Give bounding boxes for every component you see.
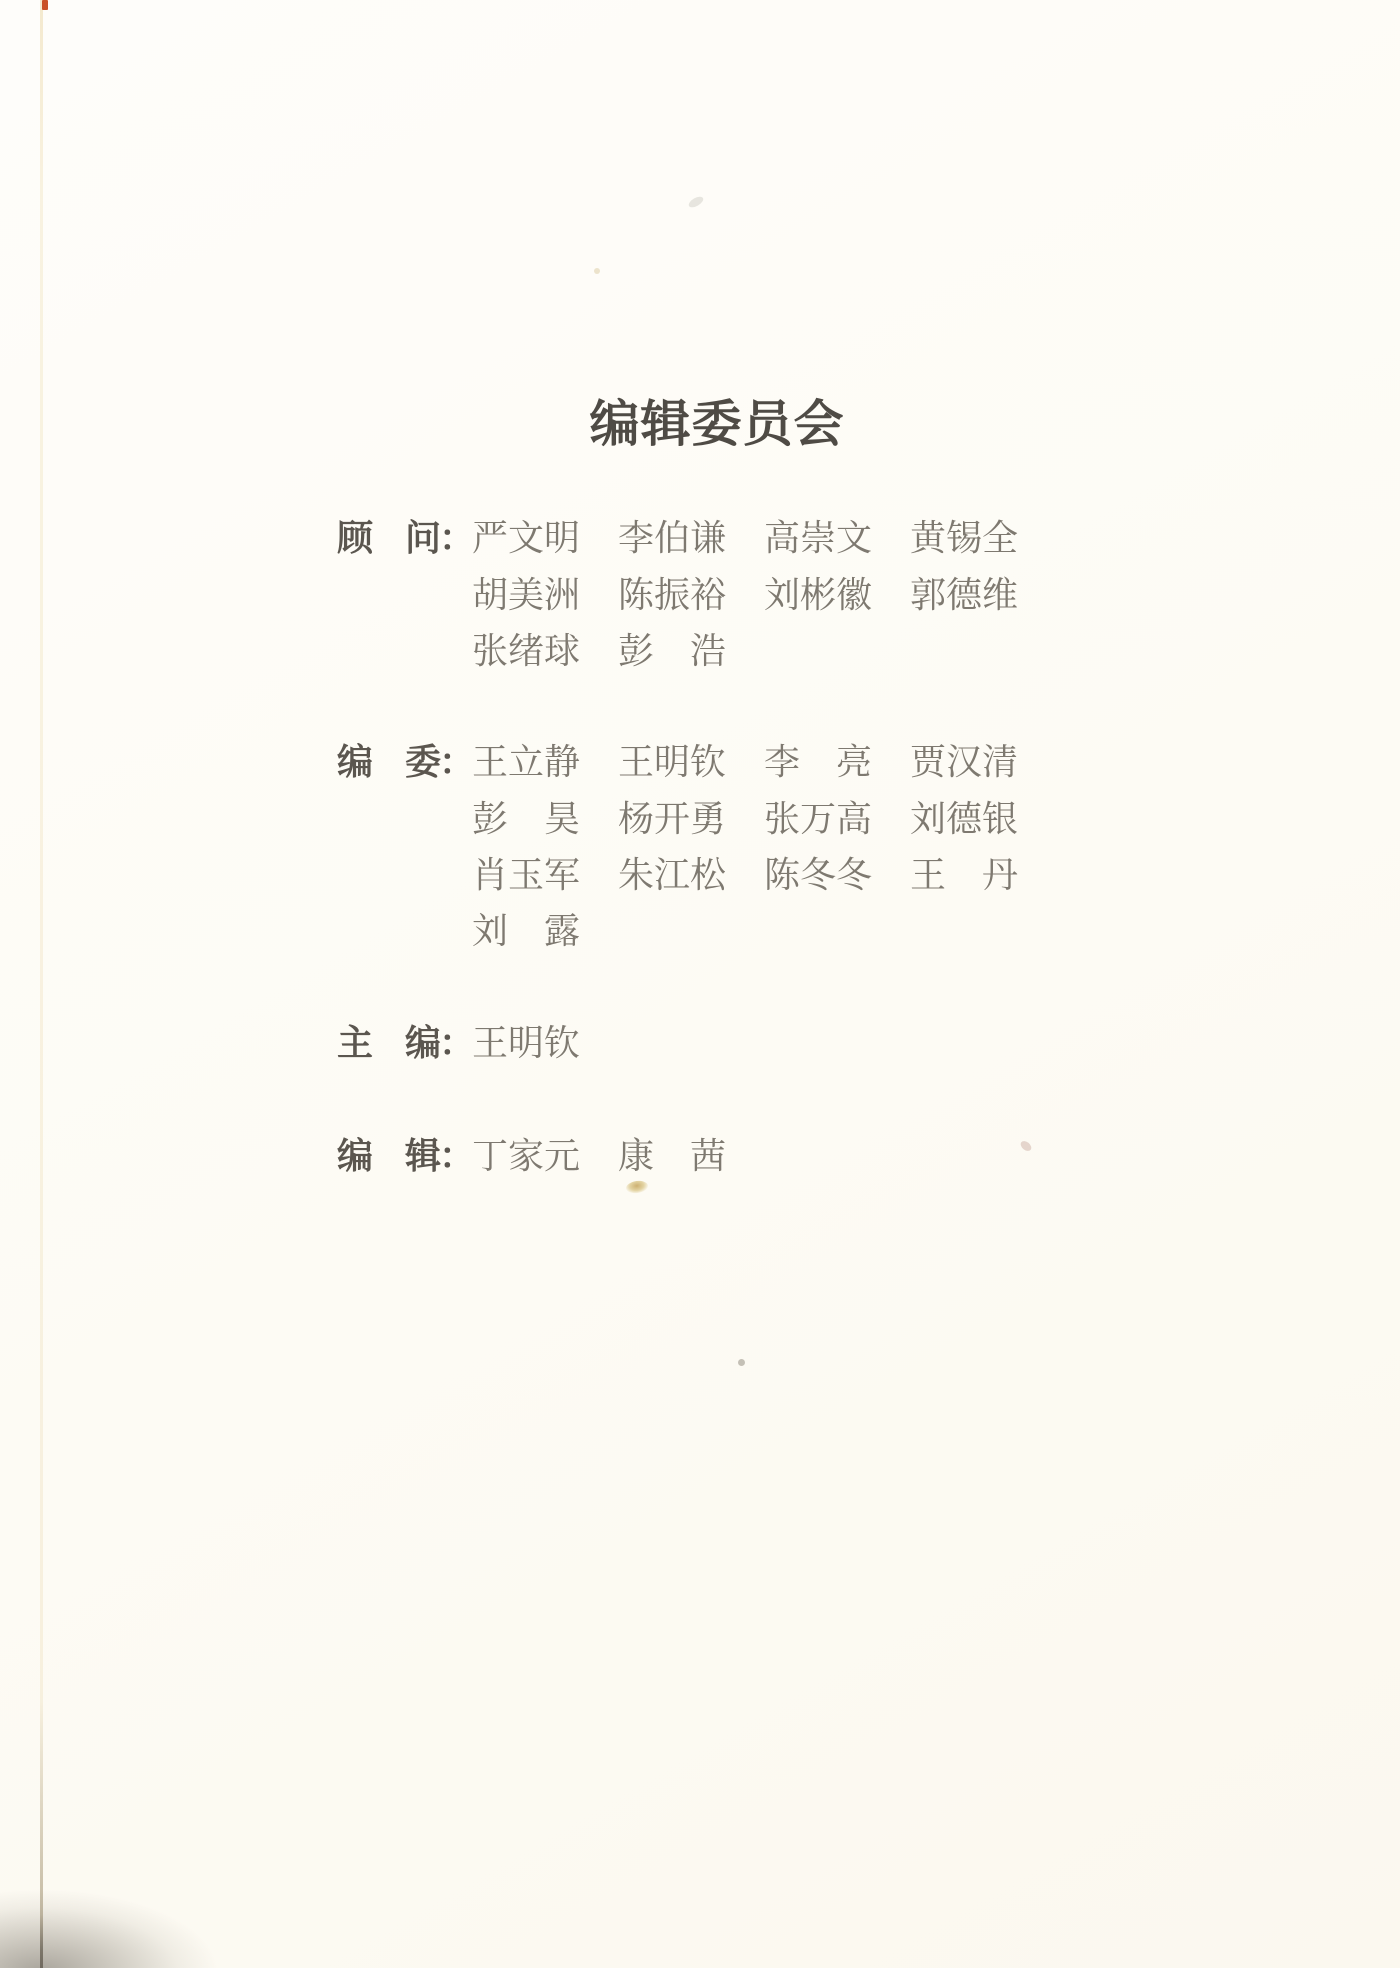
scan-speck xyxy=(738,1359,745,1366)
page-crease-line xyxy=(40,0,43,1968)
committee-member: 郭德维 xyxy=(910,575,1019,615)
section-label-advisors: 顾 问： xyxy=(337,518,474,558)
red-edge-mark xyxy=(42,0,48,10)
committee-member: 黄锡全 xyxy=(910,518,1019,558)
committee-member: 陈冬冬 xyxy=(764,855,873,895)
committee-member: 刘德银 xyxy=(910,799,1019,839)
committee-member: 肖玉军 xyxy=(472,855,581,895)
committee-member: 张绪球 xyxy=(472,631,581,671)
committee-member: 王 丹 xyxy=(910,855,1019,895)
committee-member: 贾汉清 xyxy=(910,742,1019,782)
committee-member: 刘彬徽 xyxy=(764,575,873,615)
committee-member: 刘 露 xyxy=(472,911,581,951)
committee-member: 李伯谦 xyxy=(618,518,727,558)
board-row-4 xyxy=(472,911,618,952)
scan-corner-shadow xyxy=(0,1888,340,1968)
committee-member: 彭 昊 xyxy=(472,799,581,839)
committee-member: 李 亮 xyxy=(764,742,873,782)
board-row-3 xyxy=(472,855,1056,896)
board-row-2 xyxy=(472,799,1056,840)
committee-member: 高崇文 xyxy=(764,518,873,558)
committee-member: 王明钦 xyxy=(472,1023,581,1063)
chief-editor-row xyxy=(472,1023,618,1064)
scan-speck xyxy=(687,195,705,210)
advisors-row-3 xyxy=(472,631,764,672)
committee-member: 张万高 xyxy=(764,799,873,839)
board-row-1 xyxy=(472,742,1056,783)
committee-member: 胡美洲 xyxy=(472,575,581,615)
advisors-row-1 xyxy=(472,518,1056,559)
committee-member: 陈振裕 xyxy=(618,575,727,615)
committee-member: 丁家元 xyxy=(472,1136,581,1176)
committee-member: 朱江松 xyxy=(618,855,727,895)
section-label-editorial-board: 编 委： xyxy=(337,742,474,782)
committee-member: 彭 浩 xyxy=(618,631,727,671)
section-label-editors: 编 辑： xyxy=(337,1136,474,1176)
committee-member: 康 茜 xyxy=(618,1136,727,1176)
section-label-chief-editor: 主 编： xyxy=(337,1023,474,1063)
scan-speck xyxy=(594,268,600,274)
scan-speck xyxy=(1019,1139,1033,1153)
scan-speck xyxy=(625,1180,648,1195)
committee-member: 王明钦 xyxy=(618,742,727,782)
committee-member: 杨开勇 xyxy=(618,799,727,839)
editors-row xyxy=(472,1136,764,1177)
page-title: 编辑委员会 xyxy=(589,396,845,452)
advisors-row-2 xyxy=(472,575,1056,616)
committee-member: 王立静 xyxy=(472,742,581,782)
committee-member: 严文明 xyxy=(472,518,581,558)
